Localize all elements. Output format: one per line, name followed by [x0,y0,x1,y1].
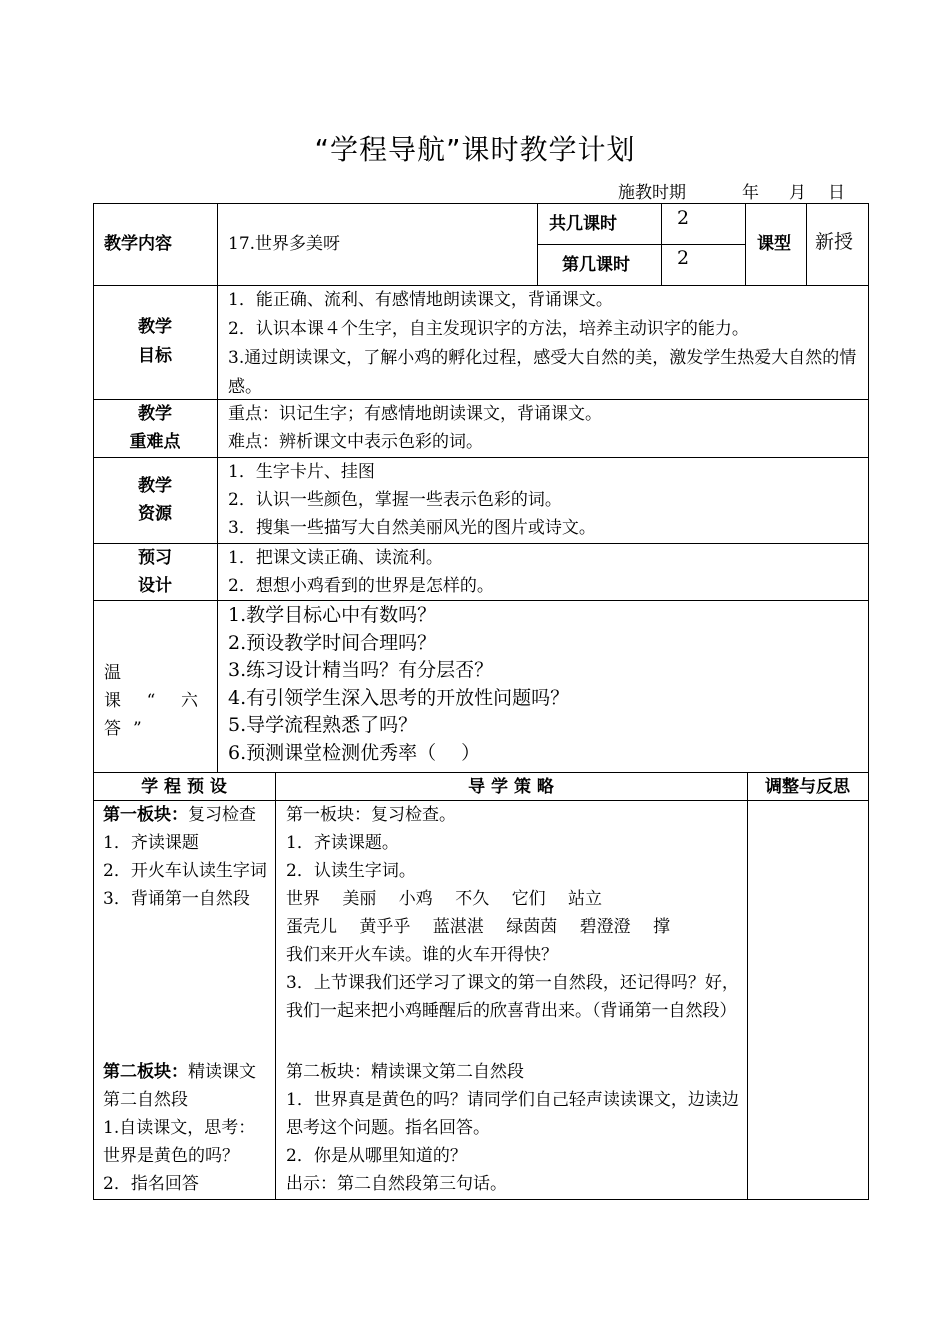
preview-label: 预习 设计 [138,548,172,596]
lesson-type-value: 新授 [815,231,854,253]
page-title: “学程导航”课时教学计划 [314,133,636,166]
content-value: 17.世界多美呀 [228,234,341,254]
total-lessons-label: 共几课时 [549,214,617,234]
total-lessons-value: 2 [677,207,690,229]
objectives-text: 1．能正确、流利、有感情地朗读课文，背诵课文。 2．认识本课４个生字，自主发现识字的方法，培养主动识字的能力。 3.通过朗读课文，了解小鸡的孵化过程，感受大自然的美，激发学生热爱大自然的情感。 [228,290,857,397]
preview-text: 1．把课文读正确、读流利。 2．想想小鸡看到的世界是怎样的。 [228,548,494,596]
key-points-text: 重点：识记生字；有感情地朗读课文，背诵课文。 难点：辨析课文中表示色彩的词。 [228,404,602,452]
plan-block-2: 第二板块：精读课文第二自然段 1.自读课文，思考：世界是黄色的吗？ 2．指名回答 [103,1062,256,1194]
resources-label: 教学 资源 [138,476,172,524]
date-label: 施教时期 [618,183,686,203]
current-lesson-value: 2 [677,247,690,269]
date-year: 年 [742,183,759,203]
review-questions: 1.教学目标心中有数吗？ 2.预设教学时间合理吗？ 3.练习设计精当吗？有分层否？ 4.有引领学生深入思考的开放性问题吗？ 5.导学流程熟悉了吗？ 6.预测课堂检测优秀率（ ） [228,604,570,764]
strategy-block-1: 第一板块：复习检查。 1．齐读课题。 2．认读生字词。 世界 美丽 小鸡 不久 它们 站立 蛋壳儿 黄乎乎 蓝湛湛 绿茵茵 碧澄澄 撑 我们来开火车读。谁的火车开得快？ 3．上节课我们还学习了课文的第一自然段，还记得吗？好，我们一起来把小鸡睡醒后的欣喜背出来。（背诵第一自然段） [286,805,739,1021]
review-label: 温课“六答” [104,663,210,739]
column-header-strategy: 导 学 策 略 [468,777,554,797]
key-points-label: 教学 重难点 [129,404,181,452]
strategy-block-2: 第二板块：精读课文第二自然段 1．世界真是黄色的吗？请同学们自己轻声读读课文，边读边思考这个问题。指名回答。 2．你是从哪里知道的？ 出示：第二自然段第三句话。 [286,1062,739,1194]
column-header-plan: 学 程 预 设 [141,777,227,797]
plan-block-1: 第一板块：复习检查 1．齐读课题 2．开火车认读生字词 3．背诵第一自然段 [103,805,267,909]
date-month: 月 [789,183,806,203]
current-lesson-label: 第几课时 [562,255,630,275]
content-label: 教学内容 [104,234,172,254]
date-line [618,178,845,203]
column-header-reflection: 调整与反思 [765,777,850,797]
date-day: 日 [828,183,845,203]
resources-text: 1．生字卡片、挂图 2．认识一些颜色，掌握一些表示色彩的词。 3．搜集一些描写大自然美丽风光的图片或诗文。 [228,462,596,538]
lesson-type-label: 课型 [757,234,791,254]
objectives-label: 教学 目标 [138,317,172,366]
